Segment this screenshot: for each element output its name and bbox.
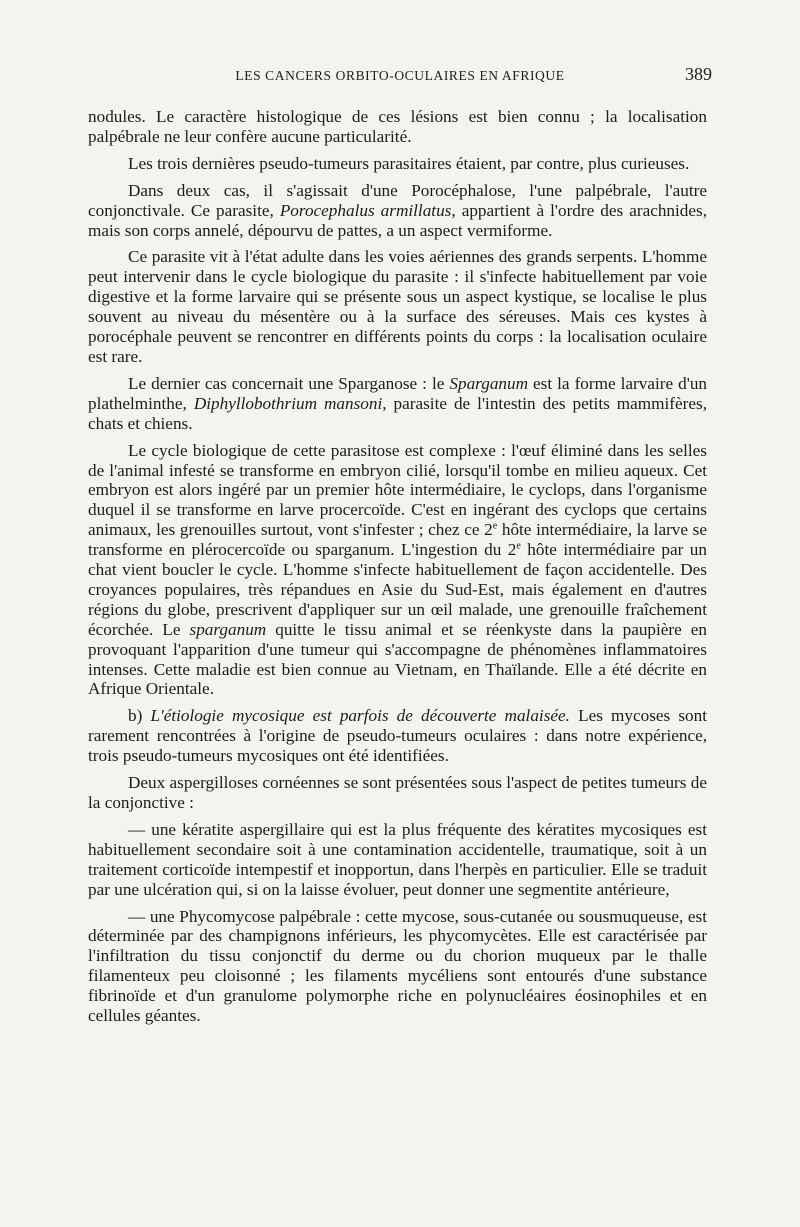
- text-run: parasite de l'intestin des petits mammifères, chats et chiens.: [88, 393, 707, 433]
- paragraph-9: — une kératite aspergillaire qui est la plus fréquente des kératites mycosiques est habituellement secondaire soit à une contamination accidentelle, traumatique, soit à un traitement corticoïde intempestif et inopportun, dans l'herpès en particulier. Elle se traduit par une ulcération qui, si on la laisse évoluer, peut donner une segmentite antérieure,: [88, 819, 707, 899]
- paragraph-7: [88, 706, 707, 766]
- text-run: appartient à l'ordre des arachnides, mais son corps annelé, dépourvu de pattes, a un aspect vermiforme.: [88, 200, 707, 240]
- paragraph-8: Deux aspergilloses cornéennes se sont présentées sous l'aspect de petites tumeurs de la conjonctive :: [88, 773, 707, 812]
- text-run: hôte intermédiaire, la larve se transforme en plérocercoïde ou sparganum. L'ingestion du 2: [88, 520, 707, 560]
- text-run: Le dernier cas concernait une Sparganose : le: [128, 373, 450, 393]
- paragraph-4: Ce parasite vit à l'état adulte dans les voies aériennes des grands serpents. L'homme peut intervenir dans le cycle biologique du parasite : il s'infecte habituellement par voie digestive et la forme larvaire qui se présente sous un aspect kystique, se localise le plus souvent au niveau du mésentère ou à la surface des séreuses. Mais ces kystes à porocéphale peuvent se rencontrer en différents points du corps : la localisation oculaire est rare.: [88, 247, 707, 366]
- text-run: est la forme larvaire d'un plathelminthe,: [88, 373, 708, 413]
- list-marker: b): [128, 706, 151, 726]
- ordinal-superscript: e: [492, 520, 498, 532]
- paragraph-5: [88, 374, 707, 434]
- running-title: LES CANCERS ORBITO-OCULAIRES EN AFRIQUE: [235, 68, 565, 83]
- page-number: 389: [685, 64, 712, 84]
- paragraph-2: Les trois dernières pseudo-tumeurs parasitaires étaient, par contre, plus curieuses.: [128, 153, 690, 173]
- body-text: [88, 107, 707, 1033]
- paragraph-3: [88, 181, 707, 241]
- paragraph-1: nodules. Le caractère histologique de ces lésions est bien connu ; la localisation palpébrale ne leur confère aucune particularité.: [88, 107, 707, 146]
- text-run: hôte intermédiaire par un chat vient boucler le cycle. L'homme s'infecte habituellement de façon accidentelle. Des croyances populaires, très répandues en Asie du Sud-Est, mais également en d'autres régions du globe, prescrivent d'appliquer sur un œil malade, une grenouille fraîchement écorchée. Le: [88, 540, 707, 639]
- genus-name: sparganum: [189, 619, 267, 639]
- running-head: [88, 64, 712, 88]
- species-name: Porocephalus armillatus,: [279, 200, 456, 220]
- species-name: Diphyllobothrium mansoni,: [193, 393, 387, 413]
- text-run: Les mycoses sont rarement rencontrées à l'origine de pseudo-tumeurs oculaires : dans notre expérience, trois pseudo-tumeurs mycosiques ont été identifiées.: [88, 706, 707, 766]
- paragraph-6: [88, 441, 707, 700]
- text-run: Dans deux cas, il s'agissait d'une Porocéphalose, l'une palpébrale, l'autre conjonctivale. Ce parasite,: [88, 180, 707, 220]
- genus-name: Sparganum: [449, 373, 529, 393]
- ordinal-superscript: e: [516, 540, 521, 552]
- text-run: quitte le tissu animal et se réenkyste dans la paupière en provoquant l'apparition d'une tumeur qui s'accompagne de phénomènes inflammatoires intenses. Cette maladie est bien connue au Vietnam, en Thaïlande. Elle a été décrite en Afrique Orientale.: [88, 619, 707, 699]
- section-heading: L'étiologie mycosique est parfois de découverte malaisée.: [150, 706, 570, 726]
- text-run: Le cycle biologique de cette parasitose est complexe : l'œuf éliminé dans les selles de l'animal infesté se transforme en embryon cilié, lorsqu'il tombe en milieu aqueux. Cet embryon est alors ingéré par un premier hôte intermédiaire, le cyclops, dans l'organisme duquel il se transforme en larve procercoïde. C'est en ingérant des cyclops que certains animaux, les grenouilles surtout, vont s'infester ; chez ce 2: [88, 440, 707, 540]
- paragraph-10: — une Phycomycose palpébrale : cette mycose, sous-cutanée ou sousmuqueuse, est déterminée par des champignons inférieurs, les phycomycètes. Elle est caractérisée par l'infiltration du tissu conjonctif du derme ou du chorion muqueux par le thalle filamenteux peu cloisonné ; les filaments mycéliens sont entourés d'une substance fibrinoïde et d'un granulome polymorphe riche en polynucléaires éosinophiles et en cellules géantes.: [88, 906, 707, 1026]
